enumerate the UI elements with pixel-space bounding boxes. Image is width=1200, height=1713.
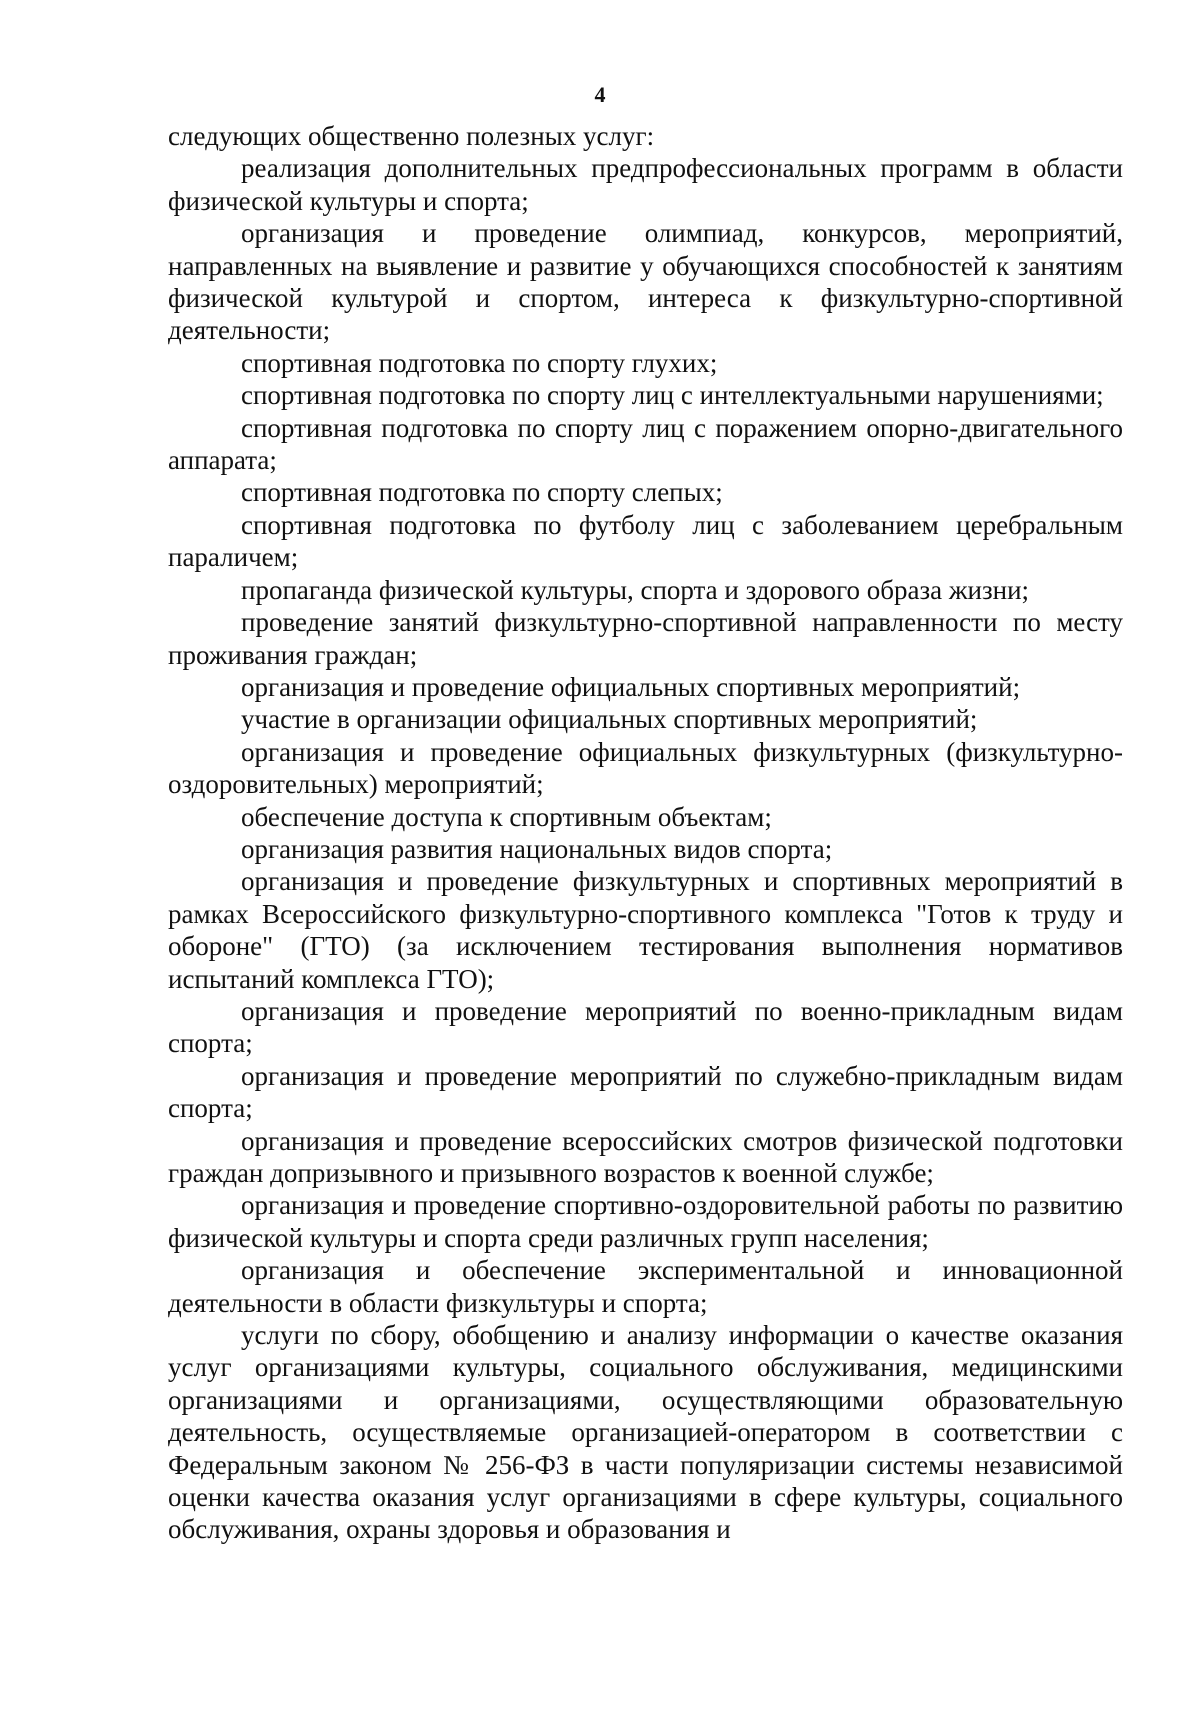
list-item: спортивная подготовка по спорту глухих; [241,347,718,378]
list-item: организация и проведение спортивно-оздоровительной работы по развитию физической культуры и спорта среди различных групп населения; [168,1190,1123,1253]
list-item: организация и проведение мероприятий по военно-прикладным видам спорта; [168,995,1123,1059]
list-item: организация и проведение официальных физкультурных (физкультурно-оздоровительных) мероприятий; [168,736,1123,800]
list-item: организация и проведение мероприятий по служебно-прикладным видам спорта; [168,1060,1123,1124]
list-item: организация и проведение олимпиад, конкурсов, мероприятий, направленных на выявление и развитие у обучающихся способностей к занятиям физической культурой и спортом, интереса к физкультурно-спортивной деятельности; [168,218,1123,346]
list-item: спортивная подготовка по спорту лиц с интеллектуальными нарушениями; [241,380,1104,411]
list-item: участие в организации официальных спортивных мероприятий; [241,704,978,735]
page-number: 4 [594,82,606,107]
list-item: организация и обеспечение экспериментальной и инновационной деятельности в области физкультуры и спорта; [168,1255,1123,1318]
list-item: спортивная подготовка по спорту слепых; [241,477,723,508]
list-item: организация и проведение физкультурных и спортивных мероприятий в рамках Всероссийского физкультурно-спортивного комплекса "Готов к труду и обороне" (ГТО) (за исключением тестирования выполнения нормативов испытаний комплекса ГТО); [168,866,1123,994]
document-body [168,120,1123,1546]
list-item: реализация дополнительных предпрофессиональных программ в области физической культуры и спорта; [168,153,1123,216]
list-item: организация и проведение официальных спортивных мероприятий; [241,671,1021,702]
list-item: пропаганда физической культуры, спорта и здорового образа жизни; [241,574,1030,605]
paragraph-intro: следующих общественно полезных услуг: [168,121,655,151]
list-item: организация развития национальных видов спорта; [241,833,833,864]
list-item: организация и проведение всероссийских смотров физической подготовки граждан допризывного и призывного возрастов к военной службе; [168,1125,1123,1188]
list-item: обеспечение доступа к спортивным объектам; [241,801,772,832]
list-item: услуги по сбору, обобщению и анализу информации о качестве оказания услуг организациями культуры, социального обслуживания, медицинскими организациями и организациями, осуществляющими образовательную деятельность, осуществляемые организацией-оператором в соответствии с Федеральным законом № 256-ФЗ в части популяризации системы независимой оценки качества оказания услуг организациями в сфере культуры, социального обслуживания, охраны здоровья и образования и [168,1320,1123,1545]
list-item: спортивная подготовка по футболу лиц с заболеванием церебральным параличем; [168,509,1123,573]
list-item: спортивная подготовка по спорту лиц с поражением опорно-двигательного аппарата; [168,412,1123,476]
list-item: проведение занятий физкультурно-спортивной направленности по месту проживания граждан; [168,607,1123,670]
